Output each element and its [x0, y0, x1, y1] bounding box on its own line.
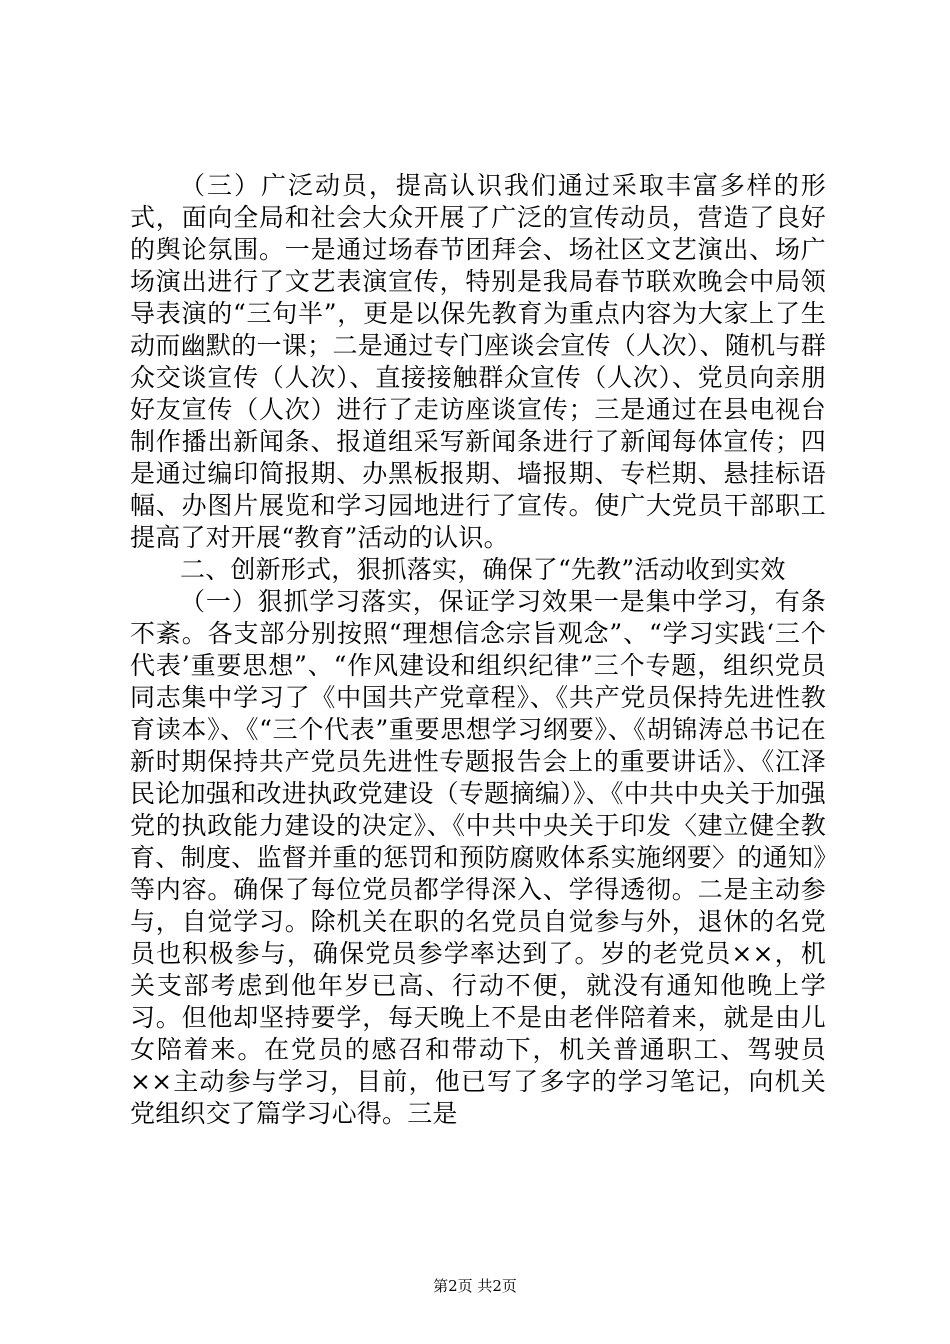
paragraph-publicity-mobilization: （三）广泛动员，提高认识我们通过采取丰富多样的形式，面向全局和社会大众开展了广泛的宣传动员，营造了良好的舆论氛围。一是通过场春节团拜会、场社区文艺演出、场广场演出进行了文艺表演宣传，特别是我局春节联欢晚会中局领导表演的“三句半”，更是以保先教育为重点内容为大家上了生动而幽默的一课；二是通过专门座谈会宣传（人次）、随机与群众交谈宣传（人次）、直接接触群众宣传（人次）、党员向亲朋好友宣传（人次）进行了走访座谈宣传；三是通过在县电视台制作播出新闻条、报道组采写新闻条进行了新闻每体宣传；四是通过编印简报期、办黑板报期、墙报期、专栏期、悬挂标语幅、办图片展览和学习园地进行了宣传。使广大党员干部职工提高了对开展“教育”活动的认识。 [130, 171, 826, 552]
document-body [130, 170, 826, 1130]
page-footer: 第2页 共2页 [433, 1277, 517, 1295]
paragraph-study-implementation: （一）狠抓学习落实，保证学习效果一是集中学习，有条不紊。各支部分别按照“理想信念宗旨观念”、“学习实践‘三个代表’重要思想”、“作风建设和组织纪律”三个专题，组织党员同志集中学习了《中国共产党章程》、《共产党员保持先进性教育读本》、《“三个代表”重要思想学习纲要》、《胡锦涛总书记在新时期保持共产党员先进性专题报告会上的重要讲话》、《江泽民论加强和改进执政党建设（专题摘编）》、《中共中央关于加强党的执政能力建设的决定》、《中共中央关于印发〈建立健全教育、制度、监督并重的惩罚和预防腐败体系实施纲要〉的通知》等内容。确保了每位党员都学得深入、学得透彻。二是主动参与，自觉学习。除机关在职的名党员自觉参与外，退休的名党员也积极参与，确保党员参学率达到了。岁的老党员××，机关支部考虑到他年岁已高、行动不便，就没有通知他晚上学习。但他却坚持要学，每天晚上不是由老伴陪着来，就是由儿女陪着来。在党员的感召和带动下，机关普通职工、驾驶员××主动参与学习，目前，他已写了多字的学习笔记，向机关党组织交了篇学习心得。三是 [130, 587, 826, 1128]
section-heading-innovation: 二、创新形式，狠抓落实，确保了“先教”活动收到实效 [180, 555, 786, 584]
